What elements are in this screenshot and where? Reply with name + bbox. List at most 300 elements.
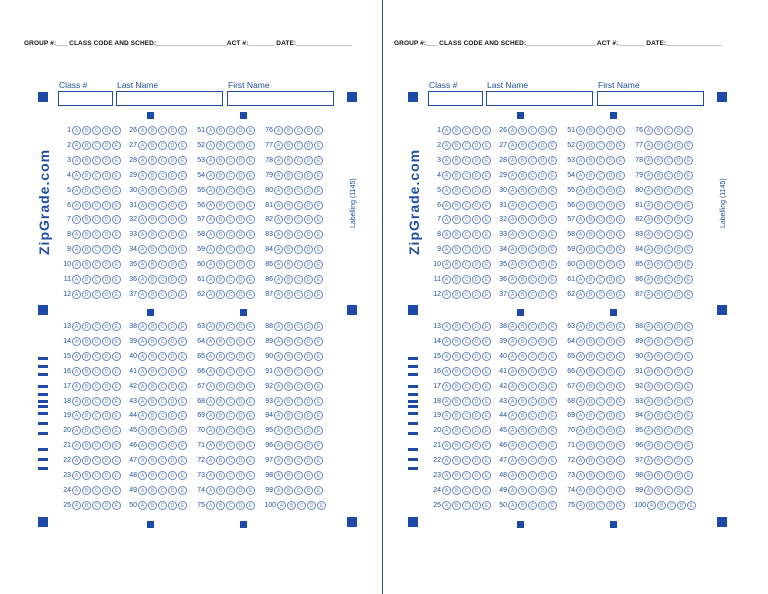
answer-bubble[interactable]: B [654,230,663,239]
answer-bubble[interactable]: C [294,486,303,495]
answer-bubble[interactable]: A [72,186,81,195]
answer-bubble[interactable]: C [528,156,537,165]
answer-bubble[interactable]: D [538,290,547,299]
answer-bubble[interactable]: C [596,411,605,420]
answer-bubble[interactable]: B [586,471,595,480]
answer-bubble[interactable]: B [586,367,595,376]
answer-bubble[interactable]: D [606,382,615,391]
answer-bubble[interactable]: B [518,426,527,435]
answer-bubble[interactable]: A [274,382,283,391]
answer-bubble[interactable]: B [284,126,293,135]
answer-bubble[interactable]: D [102,156,111,165]
answer-bubble[interactable]: A [442,290,451,299]
answer-bubble[interactable]: D [606,260,615,269]
answer-bubble[interactable]: E [112,337,121,346]
answer-bubble[interactable]: C [528,322,537,331]
answer-bubble[interactable]: D [102,201,111,210]
answer-bubble[interactable]: E [314,367,323,376]
answer-bubble[interactable]: A [274,201,283,210]
answer-bubble[interactable]: A [508,245,517,254]
answer-bubble[interactable]: C [294,290,303,299]
answer-bubble[interactable]: D [236,126,245,135]
answer-bubble[interactable]: E [684,426,693,435]
answer-bubble[interactable]: D [236,441,245,450]
answer-bubble[interactable]: A [206,411,215,420]
answer-bubble[interactable]: C [294,382,303,391]
answer-bubble[interactable]: E [317,501,326,510]
answer-bubble[interactable]: A [576,260,585,269]
answer-bubble[interactable]: B [452,501,461,510]
answer-bubble[interactable]: D [168,275,177,284]
answer-bubble[interactable]: C [226,156,235,165]
answer-bubble[interactable]: E [246,367,255,376]
answer-bubble[interactable]: C [462,426,471,435]
answer-bubble[interactable]: E [246,186,255,195]
answer-bubble[interactable]: E [314,260,323,269]
answer-bubble[interactable]: D [538,411,547,420]
answer-bubble[interactable]: D [236,397,245,406]
answer-bubble[interactable]: A [442,397,451,406]
answer-bubble[interactable]: A [138,186,147,195]
answer-bubble[interactable]: C [226,230,235,239]
answer-bubble[interactable]: A [576,245,585,254]
answer-bubble[interactable]: D [538,397,547,406]
answer-bubble[interactable]: A [274,441,283,450]
answer-bubble[interactable]: D [606,471,615,480]
answer-bubble[interactable]: A [274,426,283,435]
answer-bubble[interactable]: C [158,126,167,135]
answer-bubble[interactable]: B [518,275,527,284]
answer-bubble[interactable]: B [586,126,595,135]
answer-bubble[interactable]: D [538,486,547,495]
answer-bubble[interactable]: E [684,411,693,420]
answer-bubble[interactable]: E [314,337,323,346]
answer-bubble[interactable]: B [82,260,91,269]
answer-bubble[interactable]: E [246,441,255,450]
answer-bubble[interactable]: E [112,322,121,331]
answer-bubble[interactable]: C [664,411,673,420]
answer-bubble[interactable]: C [596,397,605,406]
answer-bubble[interactable]: B [518,441,527,450]
answer-bubble[interactable]: C [92,352,101,361]
answer-bubble[interactable]: D [606,201,615,210]
answer-bubble[interactable]: D [606,290,615,299]
answer-bubble[interactable]: A [72,367,81,376]
answer-bubble[interactable]: E [246,260,255,269]
answer-bubble[interactable]: D [304,260,313,269]
answer-bubble[interactable]: C [294,322,303,331]
answer-bubble[interactable]: E [482,352,491,361]
answer-bubble[interactable]: A [644,322,653,331]
answer-bubble[interactable]: B [452,456,461,465]
answer-bubble[interactable]: D [606,411,615,420]
answer-bubble[interactable]: A [644,486,653,495]
answer-bubble[interactable]: D [236,367,245,376]
answer-bubble[interactable]: E [246,126,255,135]
answer-bubble[interactable]: C [226,275,235,284]
answer-bubble[interactable]: A [576,230,585,239]
answer-bubble[interactable]: E [112,471,121,480]
answer-bubble[interactable]: D [538,260,547,269]
answer-bubble[interactable]: C [528,171,537,180]
answer-bubble[interactable]: B [284,275,293,284]
answer-bubble[interactable]: E [314,471,323,480]
answer-bubble[interactable]: A [644,215,653,224]
answer-bubble[interactable]: D [472,275,481,284]
answer-bubble[interactable]: A [72,245,81,254]
answer-bubble[interactable]: E [178,486,187,495]
answer-bubble[interactable]: E [548,501,557,510]
answer-bubble[interactable]: D [538,426,547,435]
answer-bubble[interactable]: A [274,290,283,299]
answer-bubble[interactable]: D [606,126,615,135]
answer-bubble[interactable]: C [226,456,235,465]
answer-bubble[interactable]: E [178,337,187,346]
answer-bubble[interactable]: A [442,141,451,150]
answer-bubble[interactable]: C [528,397,537,406]
answer-bubble[interactable]: E [684,456,693,465]
answer-bubble[interactable]: D [538,382,547,391]
answer-bubble[interactable]: B [284,230,293,239]
answer-bubble[interactable]: C [294,215,303,224]
answer-bubble[interactable]: A [72,215,81,224]
answer-bubble[interactable]: C [528,337,537,346]
answer-bubble[interactable]: B [284,290,293,299]
answer-bubble[interactable]: E [482,201,491,210]
answer-bubble[interactable]: B [148,275,157,284]
answer-bubble[interactable]: D [102,141,111,150]
answer-bubble[interactable]: B [148,126,157,135]
answer-bubble[interactable]: A [72,441,81,450]
answer-bubble[interactable]: C [226,352,235,361]
answer-bubble[interactable]: A [644,352,653,361]
answer-bubble[interactable]: D [538,171,547,180]
answer-bubble[interactable]: C [158,290,167,299]
answer-bubble[interactable]: B [452,230,461,239]
answer-bubble[interactable]: A [138,141,147,150]
answer-bubble[interactable]: C [158,186,167,195]
answer-bubble[interactable]: D [304,426,313,435]
answer-bubble[interactable]: D [168,352,177,361]
answer-bubble[interactable]: A [508,352,517,361]
answer-bubble[interactable]: E [548,245,557,254]
answer-bubble[interactable]: D [168,230,177,239]
answer-bubble[interactable]: C [226,382,235,391]
answer-bubble[interactable]: C [462,456,471,465]
answer-bubble[interactable]: D [236,275,245,284]
answer-bubble[interactable]: D [102,382,111,391]
answer-bubble[interactable]: E [112,126,121,135]
answer-bubble[interactable]: A [442,411,451,420]
answer-bubble[interactable]: B [518,126,527,135]
answer-bubble[interactable]: E [548,215,557,224]
answer-bubble[interactable]: E [684,382,693,391]
answer-bubble[interactable]: B [586,245,595,254]
answer-bubble[interactable]: C [462,411,471,420]
answer-bubble[interactable]: E [178,441,187,450]
answer-bubble[interactable]: E [548,275,557,284]
answer-bubble[interactable]: A [576,367,585,376]
answer-bubble[interactable]: D [102,171,111,180]
answer-bubble[interactable]: C [664,141,673,150]
answer-bubble[interactable]: D [236,486,245,495]
answer-bubble[interactable]: E [112,245,121,254]
answer-bubble[interactable]: A [274,156,283,165]
answer-bubble[interactable]: D [304,126,313,135]
answer-bubble[interactable]: B [148,171,157,180]
answer-bubble[interactable]: E [482,141,491,150]
answer-bubble[interactable]: D [236,156,245,165]
answer-bubble[interactable]: E [548,230,557,239]
answer-bubble[interactable]: E [548,322,557,331]
answer-bubble[interactable]: A [138,382,147,391]
answer-bubble[interactable]: B [284,411,293,420]
answer-bubble[interactable]: C [294,367,303,376]
answer-bubble[interactable]: C [664,456,673,465]
answer-bubble[interactable]: A [576,337,585,346]
answer-bubble[interactable]: E [548,441,557,450]
answer-bubble[interactable]: D [606,156,615,165]
answer-bubble[interactable]: B [452,156,461,165]
answer-bubble[interactable]: B [452,171,461,180]
answer-bubble[interactable]: B [518,456,527,465]
field-input-first[interactable] [227,91,334,106]
answer-bubble[interactable]: E [314,397,323,406]
answer-bubble[interactable]: D [472,215,481,224]
answer-bubble[interactable]: D [606,456,615,465]
answer-bubble[interactable]: C [596,471,605,480]
answer-bubble[interactable]: D [102,367,111,376]
answer-bubble[interactable]: B [216,171,225,180]
answer-bubble[interactable]: B [216,186,225,195]
answer-bubble[interactable]: C [158,171,167,180]
answer-bubble[interactable]: B [82,337,91,346]
answer-bubble[interactable]: B [518,290,527,299]
answer-bubble[interactable]: C [596,382,605,391]
answer-bubble[interactable]: D [304,245,313,254]
answer-bubble[interactable]: E [112,141,121,150]
answer-bubble[interactable]: C [158,201,167,210]
answer-bubble[interactable]: C [226,426,235,435]
answer-bubble[interactable]: D [102,486,111,495]
answer-bubble[interactable]: A [508,441,517,450]
answer-bubble[interactable]: B [654,290,663,299]
answer-bubble[interactable]: B [148,501,157,510]
answer-bubble[interactable]: D [674,426,683,435]
answer-bubble[interactable]: D [168,260,177,269]
answer-bubble[interactable]: E [616,426,625,435]
answer-bubble[interactable]: A [508,471,517,480]
answer-bubble[interactable]: B [518,322,527,331]
answer-bubble[interactable]: E [112,260,121,269]
answer-bubble[interactable]: D [168,156,177,165]
answer-bubble[interactable]: B [654,245,663,254]
answer-bubble[interactable]: B [216,441,225,450]
answer-bubble[interactable]: C [664,322,673,331]
answer-bubble[interactable]: A [138,337,147,346]
answer-bubble[interactable]: C [664,441,673,450]
answer-bubble[interactable]: D [102,126,111,135]
answer-bubble[interactable]: B [287,501,296,510]
answer-bubble[interactable]: B [657,501,666,510]
answer-bubble[interactable]: D [304,441,313,450]
answer-bubble[interactable]: B [284,337,293,346]
answer-bubble[interactable]: D [168,215,177,224]
answer-bubble[interactable]: B [518,215,527,224]
answer-bubble[interactable]: D [236,215,245,224]
answer-bubble[interactable]: B [148,322,157,331]
answer-bubble[interactable]: A [442,260,451,269]
answer-bubble[interactable]: C [226,397,235,406]
answer-bubble[interactable]: C [92,201,101,210]
answer-bubble[interactable]: D [304,322,313,331]
answer-bubble[interactable]: B [518,260,527,269]
answer-bubble[interactable]: E [112,171,121,180]
answer-bubble[interactable]: B [216,501,225,510]
answer-bubble[interactable]: C [158,486,167,495]
answer-bubble[interactable]: A [576,456,585,465]
answer-bubble[interactable]: D [606,426,615,435]
answer-bubble[interactable]: A [274,397,283,406]
answer-bubble[interactable]: C [226,201,235,210]
answer-bubble[interactable]: E [314,230,323,239]
answer-bubble[interactable]: C [462,471,471,480]
answer-bubble[interactable]: B [216,337,225,346]
answer-bubble[interactable]: D [538,126,547,135]
answer-bubble[interactable]: D [674,141,683,150]
answer-bubble[interactable]: A [206,141,215,150]
answer-bubble[interactable]: D [236,426,245,435]
answer-bubble[interactable]: C [92,337,101,346]
answer-bubble[interactable]: D [674,367,683,376]
answer-bubble[interactable]: D [674,215,683,224]
answer-bubble[interactable]: D [236,382,245,391]
answer-bubble[interactable]: A [442,322,451,331]
answer-bubble[interactable]: E [112,501,121,510]
answer-bubble[interactable]: C [528,367,537,376]
answer-bubble[interactable]: C [528,456,537,465]
answer-bubble[interactable]: A [508,411,517,420]
answer-bubble[interactable]: A [206,501,215,510]
field-input-last[interactable] [116,91,223,106]
answer-bubble[interactable]: E [246,486,255,495]
answer-bubble[interactable]: B [148,141,157,150]
answer-bubble[interactable]: D [304,171,313,180]
answer-bubble[interactable]: C [528,426,537,435]
answer-bubble[interactable]: A [442,171,451,180]
answer-bubble[interactable]: D [472,486,481,495]
answer-bubble[interactable]: E [246,501,255,510]
answer-bubble[interactable]: A [274,456,283,465]
answer-bubble[interactable]: D [102,411,111,420]
answer-bubble[interactable]: A [274,486,283,495]
answer-bubble[interactable]: C [158,411,167,420]
answer-bubble[interactable]: C [528,186,537,195]
answer-bubble[interactable]: B [284,456,293,465]
answer-bubble[interactable]: C [158,275,167,284]
answer-bubble[interactable]: E [178,426,187,435]
answer-bubble[interactable]: C [92,245,101,254]
answer-bubble[interactable]: C [596,486,605,495]
answer-bubble[interactable]: C [294,171,303,180]
answer-bubble[interactable]: A [508,156,517,165]
answer-bubble[interactable]: A [644,411,653,420]
answer-bubble[interactable]: D [304,382,313,391]
answer-bubble[interactable]: D [168,171,177,180]
answer-bubble[interactable]: B [452,260,461,269]
answer-bubble[interactable]: C [294,230,303,239]
answer-bubble[interactable]: A [576,501,585,510]
answer-bubble[interactable]: C [664,486,673,495]
answer-bubble[interactable]: D [168,186,177,195]
answer-bubble[interactable]: D [674,171,683,180]
answer-bubble[interactable]: B [586,486,595,495]
answer-bubble[interactable]: C [92,471,101,480]
answer-bubble[interactable]: B [586,186,595,195]
answer-bubble[interactable]: B [518,471,527,480]
answer-bubble[interactable]: E [314,215,323,224]
answer-bubble[interactable]: C [226,290,235,299]
answer-bubble[interactable]: C [226,141,235,150]
answer-bubble[interactable]: B [82,486,91,495]
answer-bubble[interactable]: C [462,367,471,376]
answer-bubble[interactable]: A [442,230,451,239]
answer-bubble[interactable]: C [664,186,673,195]
answer-bubble[interactable]: C [158,215,167,224]
answer-bubble[interactable]: B [586,501,595,510]
answer-bubble[interactable]: C [596,322,605,331]
answer-bubble[interactable]: C [462,245,471,254]
answer-bubble[interactable]: A [277,501,286,510]
answer-bubble[interactable]: A [442,201,451,210]
answer-bubble[interactable]: D [102,352,111,361]
answer-bubble[interactable]: D [472,456,481,465]
answer-bubble[interactable]: A [576,322,585,331]
answer-bubble[interactable]: E [314,426,323,435]
answer-bubble[interactable]: D [674,126,683,135]
answer-bubble[interactable]: C [158,501,167,510]
answer-bubble[interactable]: E [246,411,255,420]
answer-bubble[interactable]: D [102,501,111,510]
answer-bubble[interactable]: B [518,186,527,195]
answer-bubble[interactable]: C [596,230,605,239]
answer-bubble[interactable]: E [548,486,557,495]
answer-bubble[interactable]: A [138,290,147,299]
answer-bubble[interactable]: A [508,171,517,180]
answer-bubble[interactable]: E [482,230,491,239]
answer-bubble[interactable]: B [216,426,225,435]
answer-bubble[interactable]: C [226,171,235,180]
answer-bubble[interactable]: C [462,322,471,331]
answer-bubble[interactable]: E [314,382,323,391]
answer-bubble[interactable]: C [462,126,471,135]
answer-bubble[interactable]: A [644,426,653,435]
answer-bubble[interactable]: C [596,426,605,435]
answer-bubble[interactable]: C [596,275,605,284]
answer-bubble[interactable]: A [206,441,215,450]
answer-bubble[interactable]: E [112,230,121,239]
answer-bubble[interactable]: C [158,441,167,450]
answer-bubble[interactable]: A [206,367,215,376]
answer-bubble[interactable]: A [508,337,517,346]
answer-bubble[interactable]: D [472,171,481,180]
answer-bubble[interactable]: E [548,382,557,391]
answer-bubble[interactable]: E [112,411,121,420]
answer-bubble[interactable]: A [644,126,653,135]
answer-bubble[interactable]: A [72,290,81,299]
answer-bubble[interactable]: E [684,471,693,480]
answer-bubble[interactable]: D [538,337,547,346]
